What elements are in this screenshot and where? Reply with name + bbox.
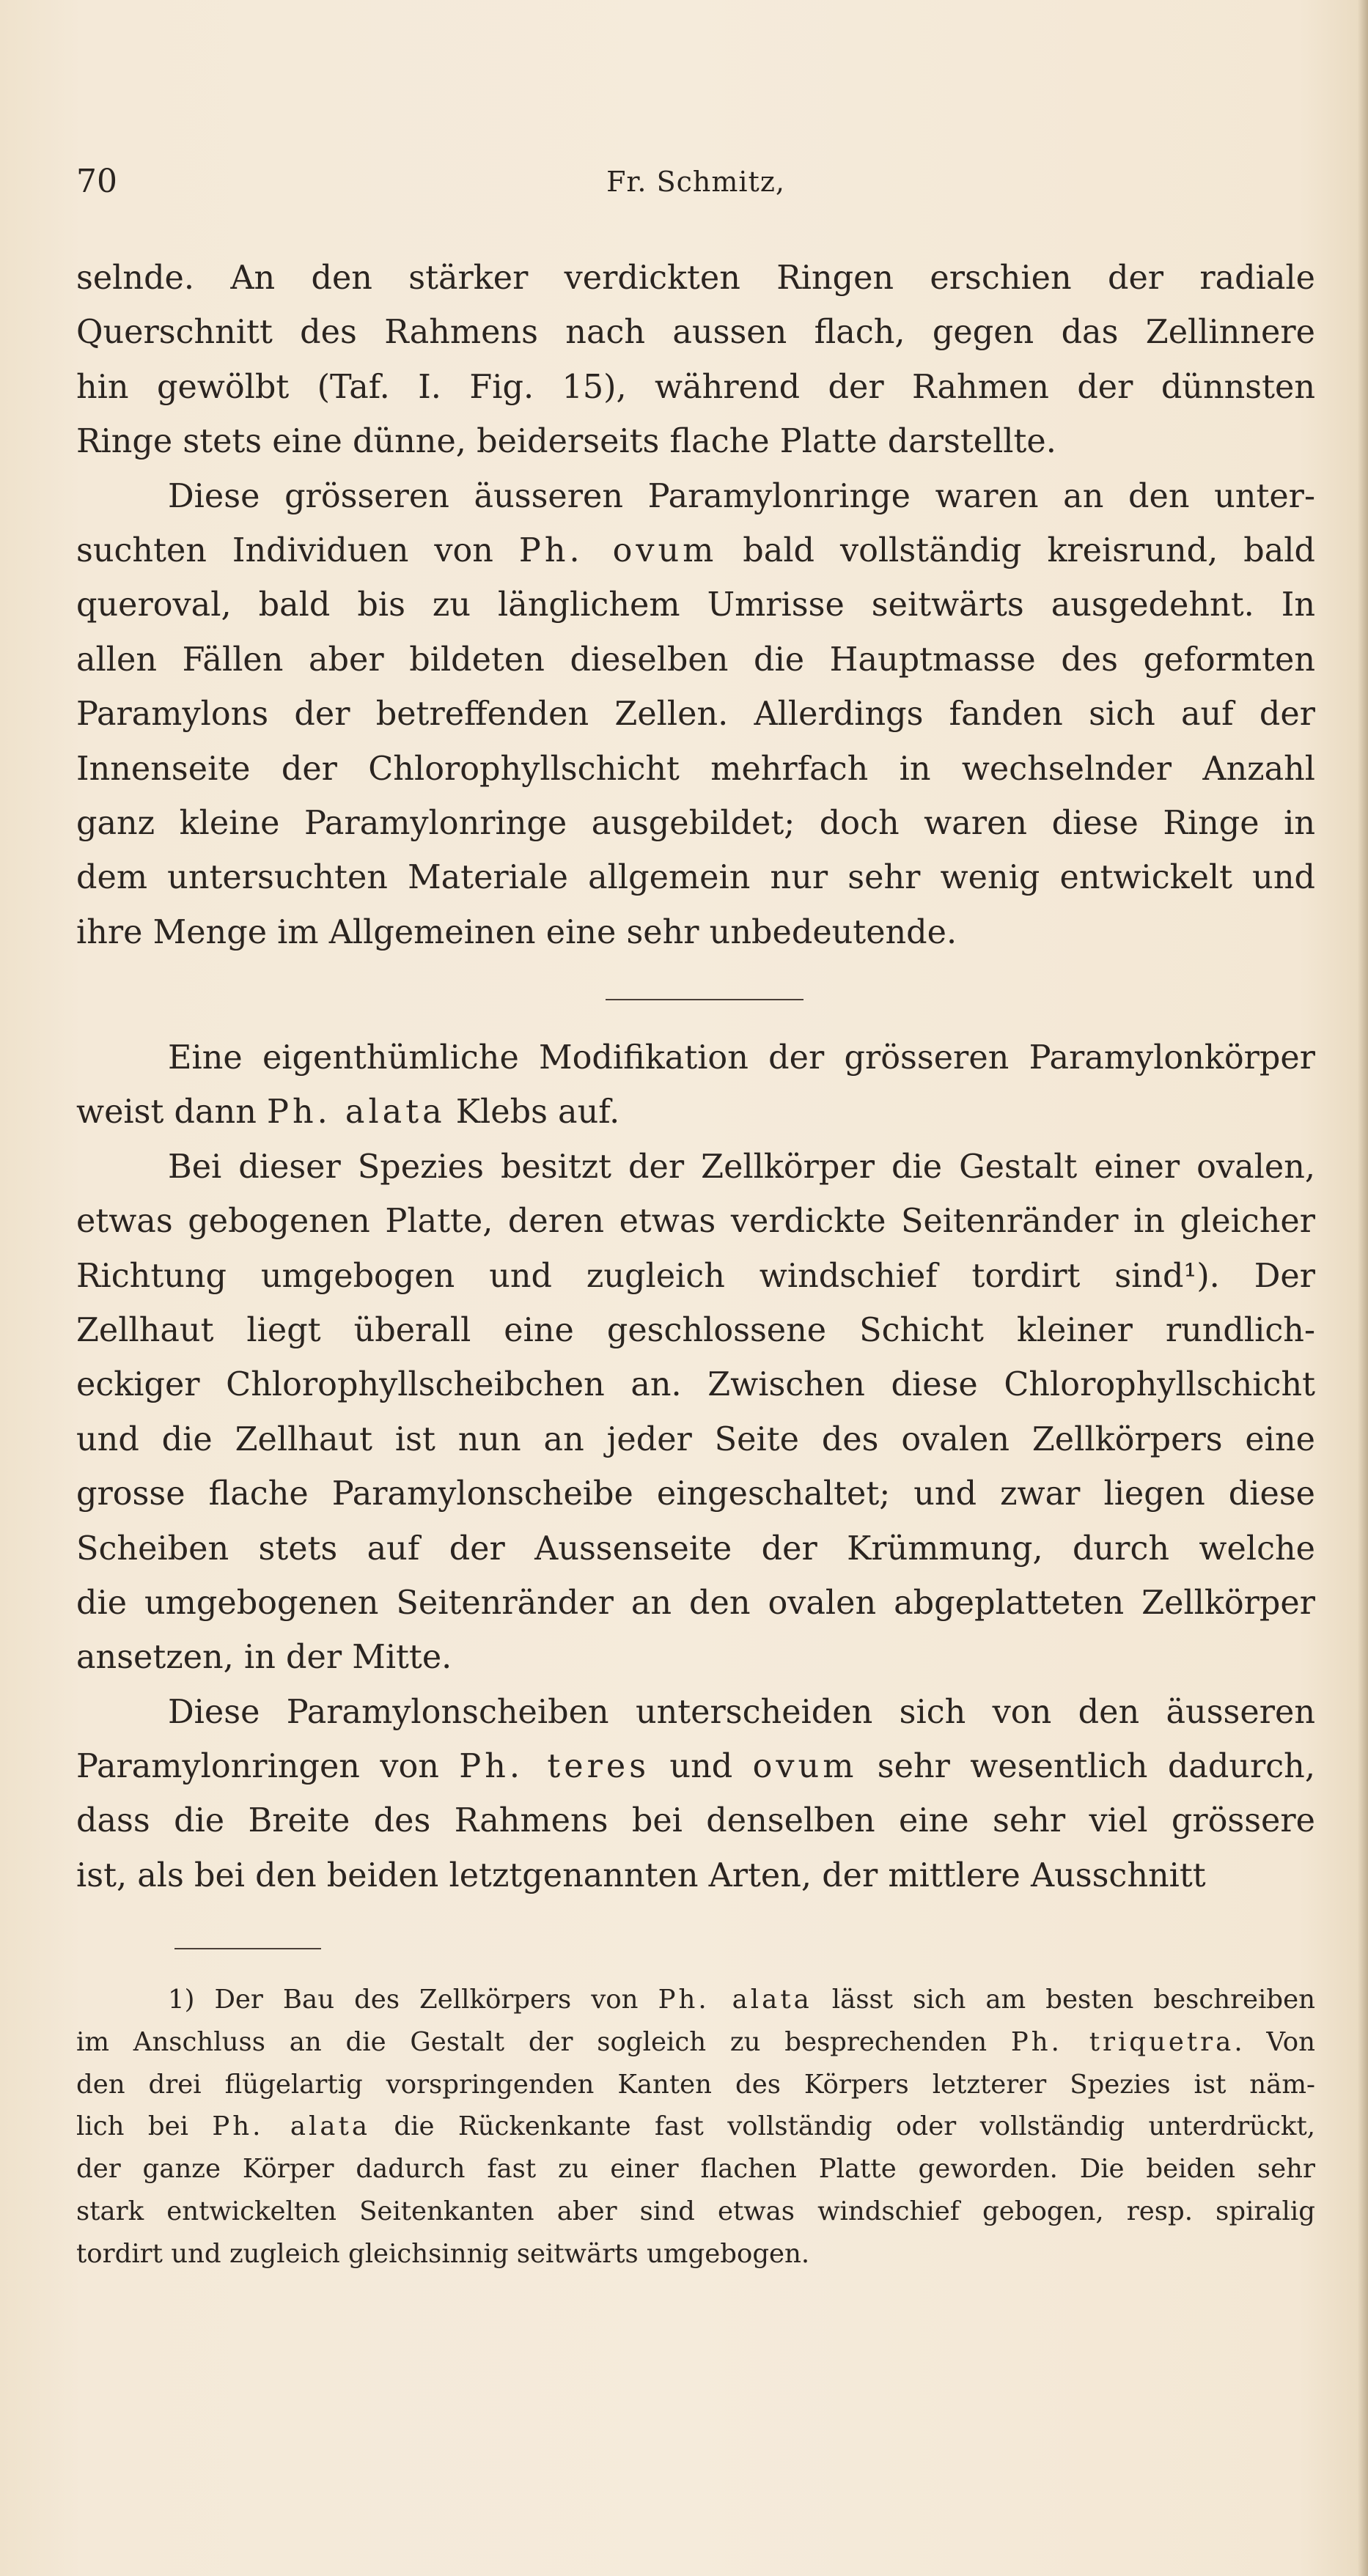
text-line [76,1413,1315,1467]
text-run: Bei dieser Spezies besitzt der Zellkörper die Gestalt einer ovalen, [168,1148,1315,1186]
text-run: sehr wesentlich dadurch, [857,1748,1315,1786]
spaced-taxon-name: Ph. alata [267,1093,446,1132]
text-run: Richtung umgebogen und zugleich windschief tordirt sind¹). Der [76,1257,1315,1295]
page-edge [1358,0,1368,2576]
text-line [76,2191,1315,2233]
text-run: Ringe stets eine dünne, beiderseits flache Platte darstellte. [76,423,1056,461]
text-line [76,1979,1315,2021]
spaced-taxon-name: Ph. ovum [518,531,718,569]
text-run: Diese Paramylonscheiben unterscheiden sich von den äusseren [168,1693,1315,1731]
text-run: im Anschluss an die Gestalt der sogleich zu besprechenden [76,2026,1011,2057]
text-run: Scheiben stets auf der Aussenseite der Krümmung, durch welche [76,1529,1315,1568]
text-run: dem untersuchten Materiale allgemein nur sehr wenig entwickelt und [76,859,1315,897]
text-run: 1) Der Bau des Zellkörpers von [168,1985,658,2015]
text-line [76,1250,1315,1304]
text-run: weist dann [76,1093,268,1132]
text-line [76,1794,1315,1848]
page-header [76,160,1315,211]
text-line [76,2233,1315,2276]
text-line [76,1576,1315,1631]
text-run: ist, als bei den beiden letztgenannten Arten, der mittlere Ausschnitt [76,1856,1206,1894]
text-run: und die Zellhaut ist nun an jeder Seite des ovalen Zellkörpers eine [76,1420,1315,1458]
text-line [76,251,1315,306]
spaced-taxon-name: Ph. teres [459,1748,650,1786]
text-run: allen Fällen aber bildeten dieselben die Hauptmasse des geformten [76,641,1315,679]
text-run: stark entwickelten Seitenkanten aber sind etwas windschief gebogen, resp. spiralig [76,2196,1315,2226]
text-line [76,633,1315,687]
text-line [76,2064,1315,2106]
text-run: Klebs auf. [445,1093,620,1132]
text-run: die Rückenkante fast vollständig oder vollständig unterdrückt, [369,2111,1315,2142]
paragraph [76,1686,1315,1904]
running-head: Fr. Schmitz, [606,166,785,198]
paragraph [76,1979,1315,2276]
paragraph [76,1140,1315,1686]
text-line [76,361,1315,415]
text-run: . Von [1234,2026,1315,2057]
text-line [76,1358,1315,1412]
section-divider [606,999,803,1000]
text-line [76,1467,1315,1521]
text-line [76,578,1315,632]
text-run: ganz kleine Paramylonringe ausgebildet; doch waren diese Ringe in [76,804,1315,842]
text-run: bald vollständig kreisrund, bald [717,531,1315,569]
text-run: tordirt und zugleich gleichsinnig seitwärts umgebogen. [76,2238,810,2269]
text-run: Eine eigenthümliche Modifikation der grösseren Paramylonkörper [168,1039,1315,1077]
text-run: queroval, bald bis zu länglichem Umrisse seitwärts ausgedehnt. In [76,586,1315,624]
text-line [76,306,1315,360]
text-line [76,851,1315,905]
text-run: hin gewölbt (Taf. I. Fig. 15), während der Rahmen der dünnsten [76,368,1315,406]
text-line [76,742,1315,797]
text-run: Querschnitt des Rahmens nach aussen flach, gegen das Zellinnere [76,314,1315,352]
text-run: eckiger Chlorophyllscheibchen an. Zwischen diese Chlorophyllschicht [76,1366,1315,1404]
text-line [76,1522,1315,1576]
text-line [76,797,1315,851]
text-line [76,1031,1315,1085]
text-line [76,524,1315,578]
paragraph [76,470,1315,961]
body-text [76,251,1315,960]
text-line [76,687,1315,742]
text-run: suchten Individuen von [76,531,519,569]
text-run: etwas gebogenen Platte, deren etwas verdickte Seitenränder in gleicher [76,1203,1315,1241]
text-line [76,1195,1315,1249]
text-run: und [650,1748,753,1786]
text-line [76,2106,1315,2148]
text-run: grosse flache Paramylonscheibe eingeschaltet; und zwar liegen diese [76,1475,1315,1513]
text-run: Paramylons der betreffenden Zellen. Allerdings fanden sich auf der [76,695,1315,734]
text-line [76,1631,1315,1685]
paragraph [76,251,1315,470]
text-line [76,906,1315,960]
spaced-taxon-name: Ph. alata [658,1985,812,2015]
body-text-section-2 [76,1031,1315,1903]
text-line [76,1140,1315,1195]
text-run: der ganze Körper dadurch fast zu einer flachen Platte geworden. Die beiden sehr [76,2154,1315,2185]
text-run: dass die Breite des Rahmens bei denselben eine sehr viel grössere [76,1802,1315,1840]
text-line [76,1304,1315,1358]
text-line [76,2148,1315,2191]
paragraph [76,1031,1315,1140]
text-run: lässt sich am besten beschreiben [812,1985,1315,2015]
text-run: Diese grösseren äusseren Paramylonringe waren an den unter- [168,477,1315,515]
text-line [76,1686,1315,1740]
text-line [76,1849,1315,1903]
spaced-taxon-name: Ph. triquetra [1010,2026,1235,2057]
text-line [76,1740,1315,1794]
text-run: die umgebogenen Seitenränder an den ovalen abgeplatteten Zellkörper [76,1584,1315,1622]
text-run: den drei flügelartig vorspringenden Kanten des Körpers letzterer Spezies ist näm- [76,2069,1315,2100]
spaced-taxon-name: Ph. alata [212,2111,370,2142]
text-run: Innenseite der Chlorophyllschicht mehrfach in wechselnder Anzahl [76,750,1315,788]
text-line [76,470,1315,524]
text-line [76,415,1315,469]
text-run: lich bei [76,2111,213,2142]
text-line [76,2021,1315,2064]
text-run: selnde. An den stärker verdickten Ringen erschien der radiale [76,259,1315,297]
footnotes [76,1979,1315,2276]
text-run: Paramylonringen von [76,1748,460,1786]
footnote-rule [174,1948,321,1949]
text-run: ansetzen, in der Mitte. [76,1639,452,1677]
page-number: 70 [76,163,117,200]
spaced-taxon-name: ovum [752,1748,858,1786]
text-run: ihre Menge im Allgemeinen eine sehr unbedeutende. [76,913,957,951]
text-line [76,1085,1315,1140]
text-run: Zellhaut liegt überall eine geschlossene Schicht kleiner rundlich- [76,1311,1315,1349]
